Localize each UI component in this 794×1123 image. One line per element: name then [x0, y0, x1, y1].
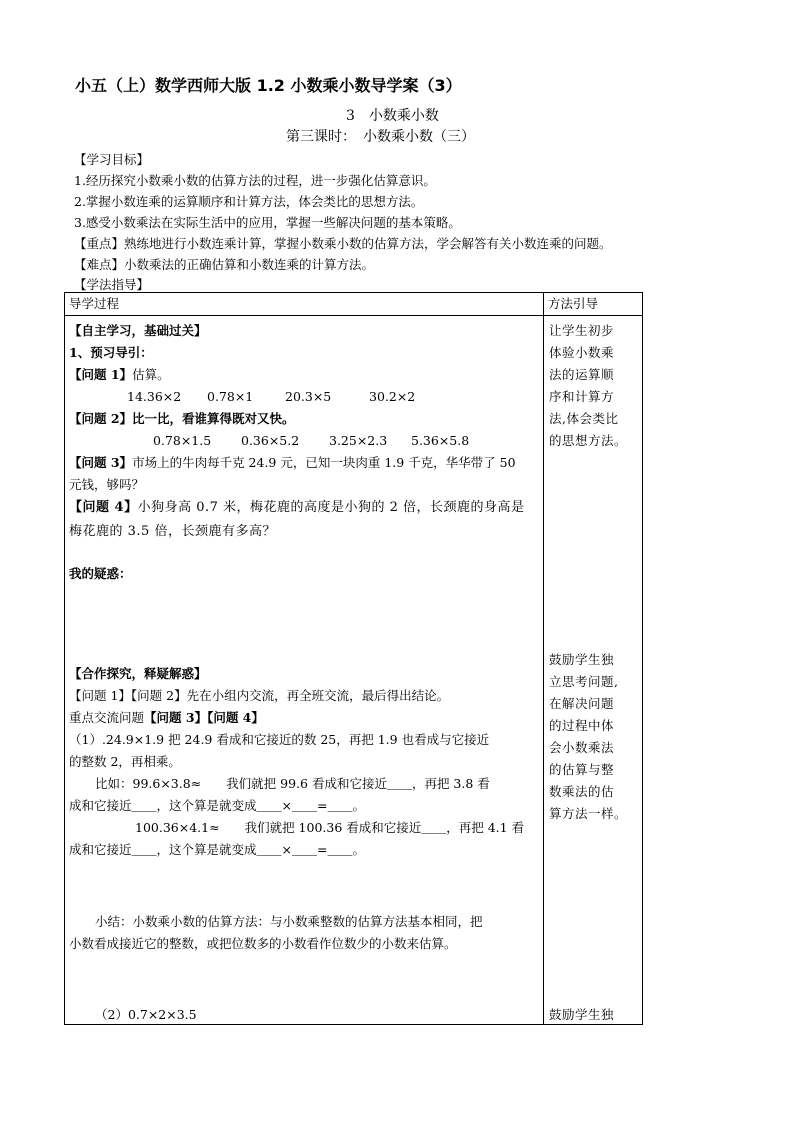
expr-item: 30.2×2 [369, 389, 416, 404]
coop-line-2-bold: 【问题 3】【问题 4】 [144, 710, 264, 725]
note-1-line: 法,体会类比 [549, 411, 619, 426]
question-1-items [69, 386, 539, 408]
header-guide-process: 导学过程 [65, 293, 544, 316]
question-4-text-2: 梅花鹿的 3.5 倍，长颈鹿有多高？ [69, 523, 276, 539]
question-2-label: 【问题 2】比一比，看谁算得既对又快。 [69, 411, 295, 426]
question-4-text-1: 小狗身高 0.7 米，梅花鹿的高度是小狗的 2 倍，长颈鹿的身高是 [137, 500, 525, 515]
question-3-text-1: 市场上的牛肉每千克 24.9 元，已知一块肉重 1.9 千克，华华带了 50 [132, 455, 516, 470]
question-1-label: 【问题 1】 [69, 367, 133, 382]
coop-heading: 【合作探究，释疑解惑】 [69, 666, 207, 681]
question-2-items [69, 430, 539, 452]
expr-item: 0.36×5.2 [241, 433, 300, 448]
note-2-line: 数乘法的估 [549, 784, 615, 799]
note-2-line: 会小数乘法 [549, 740, 615, 755]
question-4-label: 【问题 4】 [69, 500, 138, 515]
coop-line-3: （1）.24.9×1.9 把 24.9 看成和它接近的数 25，再把 1.9 也看成与它接近 [69, 732, 490, 747]
expr-item: 5.36×5.8 [411, 433, 470, 448]
coop-line-8: 成和它接近＿＿，这个算是就变成＿＿×＿＿=＿＿。 [69, 842, 365, 857]
lesson-number: 3 小数乘小数 [346, 108, 439, 124]
note-2-line: 鼓励学生独 [549, 652, 615, 667]
note-2-line: 立思考问题, [549, 674, 619, 689]
question-1-text: 估算。 [132, 367, 170, 382]
guide-process-cell [65, 316, 544, 1025]
expr-item: 20.3×5 [285, 389, 332, 404]
method-guidance-cell [544, 316, 643, 1025]
my-doubts-label: 我的疑惑： [69, 566, 132, 581]
self-study-heading: 【自主学习，基础过关】 [69, 323, 207, 338]
expr-item: 14.36×2 [127, 389, 182, 404]
coop-line-6: 成和它接近＿＿，这个算是就变成＿＿×＿＿=＿＿。 [69, 798, 365, 813]
item-2-expression: （2）0.7×2×3.5 [95, 1007, 197, 1022]
key-point: 【重点】熟练地进行小数连乘计算，掌握小数乘小数的估算方法，学会解答有关小数连乘的问题。 [74, 236, 612, 251]
note-2-line: 在解决问题 [549, 696, 615, 711]
expr-item: 3.25×2.3 [329, 433, 388, 448]
note-2-line: 的估算与整 [549, 762, 615, 777]
difficulty: 【难点】小数乘法的正确估算和小数连乘的计算方法。 [74, 257, 375, 272]
header-method-guidance: 方法引导 [544, 293, 643, 316]
goal-item-3: 3.感受小数乘法在实际生活中的应用，掌握一些解决问题的基本策略。 [74, 215, 461, 230]
coop-line-4: 的整数 2，再相乘。 [69, 754, 181, 769]
guide-table [64, 292, 643, 1025]
goals-heading: 【学习目标】 [74, 152, 150, 167]
question-3-label: 【问题 3】 [69, 455, 133, 470]
question-3 [69, 452, 539, 474]
goal-item-1: 1.经历探究小数乘小数的估算方法的过程，进一步强化估算意识。 [74, 173, 436, 188]
question-3-text-2: 元钱，够吗？ [69, 477, 145, 492]
expr-item: 0.78×1 [207, 389, 254, 404]
summary-line-2: 小数看成接近它的整数，或把位数多的小数看作位数少的小数来估算。 [69, 936, 457, 951]
summary-line-1: 小结：小数乘小数的估算方法：与小数乘整数的估算方法基本相同，把 [95, 914, 483, 929]
note-2-line: 的过程中体 [549, 718, 615, 733]
note-1-line: 让学生初步 [549, 323, 615, 338]
expr-item: 0.78×1.5 [153, 433, 212, 448]
note-1-line: 序和计算方 [549, 389, 615, 404]
goal-item-2: 2.掌握小数连乘的运算顺序和计算方法，体会类比的思想方法。 [74, 194, 424, 209]
note-1-line: 的思想方法。 [549, 433, 628, 448]
question-4 [69, 496, 539, 520]
method-heading: 【学法指导】 [74, 277, 150, 292]
coop-line-1: 【问题 1】【问题 2】先在小组内交流，再全班交流，最后得出结论。 [69, 688, 450, 703]
lesson-period: 第三课时： 小数乘小数（三） [286, 129, 475, 145]
coop-line-7: 100.36×4.1≈ 我们就把 100.36 看成和它接近＿＿，再把 4.1 看 [135, 820, 525, 835]
preview-label: 1、预习导引： [69, 345, 153, 360]
question-1 [69, 364, 539, 386]
note-1-line: 体验小数乘 [549, 345, 615, 360]
document-title: 小五（上）数学西师大版 1.2 小数乘小数导学案（3） [75, 76, 462, 95]
coop-line-5: 比如：99.6×3.8≈ 我们就把 99.6 看成和它接近＿＿，再把 3.8 看 [95, 776, 490, 791]
note-3-line: 鼓励学生独 [549, 1007, 615, 1022]
coop-line-2-prefix: 重点交流问题 [69, 710, 145, 725]
note-2-line: 算方法一样。 [549, 806, 628, 821]
coop-line-2 [69, 707, 539, 729]
note-1-line: 法的运算顺 [549, 367, 615, 382]
